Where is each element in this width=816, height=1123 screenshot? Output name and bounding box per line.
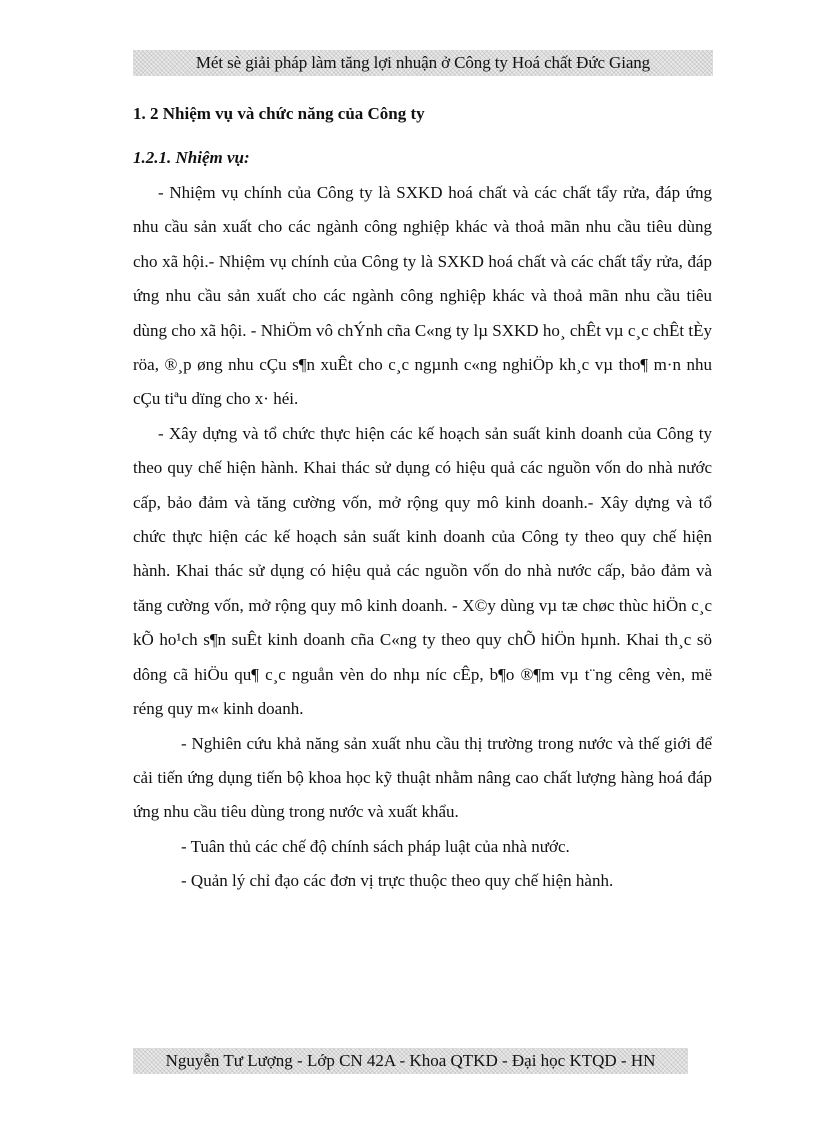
running-footer [133, 1048, 688, 1074]
subsection-heading: 1.2.1. Nhiệm vụ: [133, 148, 250, 167]
paragraph-duties: - Nhiệm vụ chính của Công ty là SXKD hoá chất và các chất tẩy rửa, đáp ứng nhu cầu sản xuất cho các ngành công nghiệp khác và thoả mãn nhu cầu tiêu dùng cho xã hội.- Nhiệm vụ chính của Công ty là SXKD hoá chất và các chất tẩy rửa, đáp ứng nhu cầu sản xuất cho các ngành công nghiệp khác và thoả mãn nhu cầu tiêu dùng cho xã hội. - NhiÖm vô chÝnh cña C«ng ty lµ SXKD ho¸ chÊt vµ c¸c chÊt tÈy röa, ®¸p øng nhu cÇu s¶n xuÊt cho c¸c ngµnh c«ng nghiÖp kh¸c vµ tho¶ m·n nhu cÇu tiªu dïng cho x· héi. [133, 183, 712, 409]
paragraph-planning: - Xây dựng và tổ chức thực hiện các kế hoạch sản suất kinh doanh của Công ty theo quy chế hiện hành. Khai thác sử dụng có hiệu quả các nguồn vốn do nhà nước cấp, bảo đảm và tăng cường vốn, mở rộng quy mô kinh doanh.- Xây dựng và tổ chức thực hiện các kế hoạch sản suất kinh doanh của Công ty theo quy chế hiện hành. Khai thác sử dụng có hiệu quả các nguồn vốn do nhà nước cấp, bảo đảm và tăng cường vốn, mở rộng quy mô kinh doanh. - X©y dùng vµ tæ chøc thùc hiÖn c¸c kÕ ho¹ch s¶n suÊt kinh doanh cña C«ng ty theo quy chÕ hiÖn hµnh. Khai th¸c sö dông cã hiÖu qu¶ c¸c nguån vèn do nhµ níc cÊp, b¶o ®¶m vµ t¨ng cêng vèn, më réng quy m« kinh doanh. [133, 423, 712, 719]
paragraph-compliance: - Tuân thủ các chế độ chính sách pháp luật của nhà nước. [181, 836, 570, 856]
section-heading: 1. 2 Nhiệm vụ và chức năng của Công ty [133, 104, 425, 123]
running-header [133, 50, 713, 76]
footer-text: Nguyễn Tư Lượng - Lớp CN 42A - Khoa QTKD - Đại học KTQD - HN [165, 1051, 656, 1070]
paragraph-research: - Nghiên cứu khả năng sản xuất nhu cầu thị trường trong nước và thế giới để cải tiến ứng dụng tiến bộ khoa học kỹ thuật nhằm nâng cao chất lượng hàng hoá đáp ứng nhu cầu tiêu dùng trong nước và xuất khẩu. [133, 733, 712, 822]
body-text [133, 176, 712, 899]
header-title: Mét sè giải pháp làm tăng lợi nhuận ở Công ty Hoá chất Đức Giang [195, 53, 651, 72]
paragraph-management: - Quản lý chỉ đạo các đơn vị trực thuộc theo quy chế hiện hành. [181, 871, 614, 891]
